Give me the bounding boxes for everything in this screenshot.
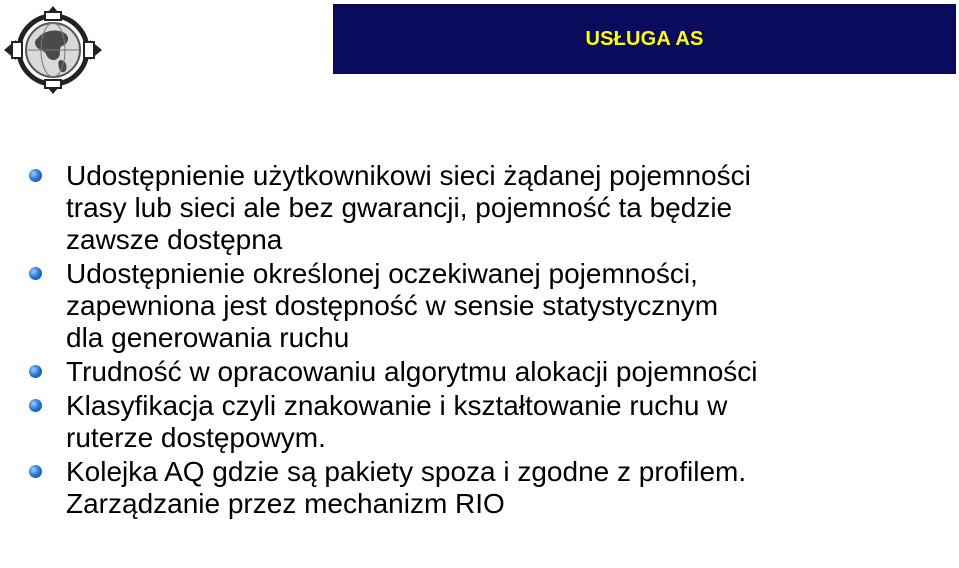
list-item-line: Trudność w opracowaniu algorytmu alokacji pojemności: [66, 356, 758, 387]
list-item-line: trasy lub sieci ale bez gwarancji, pojemność ta będzie: [66, 192, 733, 223]
list-item: [0, 356, 959, 388]
list-item: [0, 160, 959, 256]
list-item-line: Udostępnienie użytkownikowi sieci żądanej pojemności: [66, 160, 751, 191]
bullet-dot-icon: [29, 169, 42, 182]
bullet-list: [0, 160, 959, 520]
list-item: [0, 258, 959, 354]
title-bar: [333, 4, 956, 74]
list-item-line: Kolejka AQ gdzie są pakiety spoza i zgodne z profilem.: [66, 456, 747, 487]
globe-network-logo-icon: [2, 4, 104, 96]
list-item-line: ruterze dostępowym.: [66, 422, 326, 453]
list-item-line: zawsze dostępna: [66, 224, 283, 255]
bullet-dot-icon: [29, 267, 42, 280]
list-item-line: dla generowania ruchu: [66, 322, 350, 353]
bullet-dot-icon: [29, 399, 42, 412]
list-item: [0, 456, 959, 520]
page-title: USŁUGA AS: [585, 27, 704, 50]
list-item-line: Klasyfikacja czyli znakowanie i kształtowanie ruchu w: [66, 390, 728, 421]
bullet-dot-icon: [29, 465, 42, 478]
list-item: [0, 390, 959, 454]
list-item-line: zapewniona jest dostępność w sensie statystycznym: [66, 290, 719, 321]
list-item-line: Udostępnienie określonej oczekiwanej pojemności,: [66, 258, 698, 289]
bullet-dot-icon: [29, 365, 42, 378]
list-item-line: Zarządzanie przez mechanizm RIO: [66, 488, 505, 519]
